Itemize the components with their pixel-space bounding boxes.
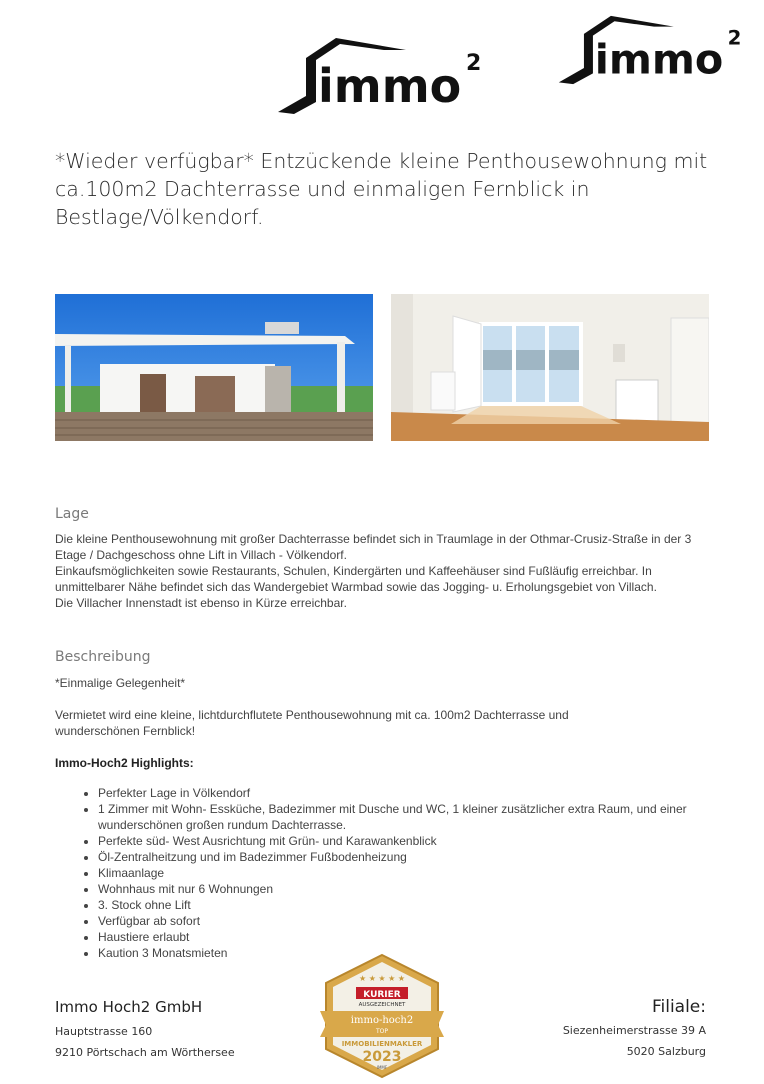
badge-year: 2023: [362, 1049, 402, 1065]
immo-logo-left: [276, 36, 492, 116]
list-item: • Kaution 3 Monatsmieten: [98, 945, 715, 961]
badge-sub: AUSGEZEICHNET: [358, 1002, 406, 1008]
address-street: Hauptstrasse 160: [55, 1025, 153, 1038]
list-item: • Verfügbar ab sofort: [98, 913, 715, 929]
branch-street: Siezenheimerstrasse 39 A: [562, 1024, 706, 1037]
badge-brand: KURIER: [363, 990, 401, 1000]
immo-logo-right: [557, 14, 751, 86]
list-item: • Klimaanlage: [98, 865, 715, 881]
beschreibung-paragraph: Vermietet wird eine kleine, lichtdurchflutete Penthousewohnung mit ca. 100m2 Dachterrasse und wunderschönen Fernblick!: [55, 708, 569, 738]
lage-text: [55, 531, 715, 611]
lage-line: Die Villacher Innenstadt ist ebenso in Kürze erreichbar.: [55, 596, 347, 610]
list-item: • Perfekter Lage in Völkendorf: [98, 785, 715, 801]
list-item: • 3. Stock ohne Lift: [98, 897, 715, 913]
logo-superscript: 2: [466, 51, 482, 76]
section-heading-beschreibung: Beschreibung: [55, 649, 151, 665]
highlights-title: Immo-Hoch2 Highlights:: [55, 756, 194, 770]
address-city: 9210 Pörtschach am Wörthersee: [55, 1046, 235, 1059]
branch-label: Filiale:: [651, 997, 706, 1017]
section-heading-lage: Lage: [55, 506, 89, 522]
logo-text: immo: [318, 59, 462, 113]
lage-line: Die kleine Penthousewohnung mit großer Dachterrasse befindet sich in Traumlage in der Othmar-Crusiz-Straße in der 3 Etage / Dachgeschoss ohne Lift in Villach - Völkendorf.: [55, 532, 692, 562]
beschreibung-intro: *Einmalige Gelegenheit*: [55, 676, 186, 690]
list-item: • Perfekte süd- West Ausrichtung mit Grün- und Karawankenblick: [98, 833, 715, 849]
branch-city: 5020 Salzburg: [626, 1045, 706, 1058]
company-name: Immo Hoch2 GmbH: [55, 998, 203, 1016]
list-item: • 1 Zimmer mit Wohn- Essküche, Badezimmer mit Dusche und WC, 1 kleiner zusätzlicher extra Raum, und einer wunderschönen großen rundum Dachterrasse.: [98, 801, 715, 833]
list-item: • Öl-Zentralheitzung und im Badezimmer Fußbodenheizung: [98, 849, 715, 865]
list-item: • Wohnhaus mit nur 6 Wohnungen: [98, 881, 715, 897]
badge-stars: ★ ★ ★ ★ ★: [358, 974, 406, 983]
listing-title: *Wieder verfügbar* Entzückende kleine Penthousewohnung mit ca.100m2 Dachterrasse und einmaligen Fernblick in Bestlage/Völkendorf.: [55, 149, 708, 229]
photo-interior-room: [391, 294, 709, 441]
badge-line2: IMMOBILIENMAKLER: [341, 1040, 423, 1048]
highlights-list: [55, 785, 715, 961]
logo-superscript: 2: [727, 26, 742, 50]
list-item: • Haustiere erlaubt: [98, 929, 715, 945]
logo-text: immo: [594, 35, 724, 84]
badge-tag: IMMF: [376, 1065, 388, 1070]
photo-rooftop-terrace: [55, 294, 373, 441]
badge-line1: TOP: [375, 1028, 389, 1035]
badge-name: immo-hoch2: [350, 1015, 414, 1026]
award-badge: [320, 953, 444, 1084]
lage-line: Einkaufsmöglichkeiten sowie Restaurants, Schulen, Kindergärten und Kaffeehäuser sind Fußläufig erreichbar. In unmittelbarer Nähe befindet sich das Wandergebiet Warmbad sowie das Jogging- u. Erholungsgebiet von Villach.: [55, 564, 657, 594]
